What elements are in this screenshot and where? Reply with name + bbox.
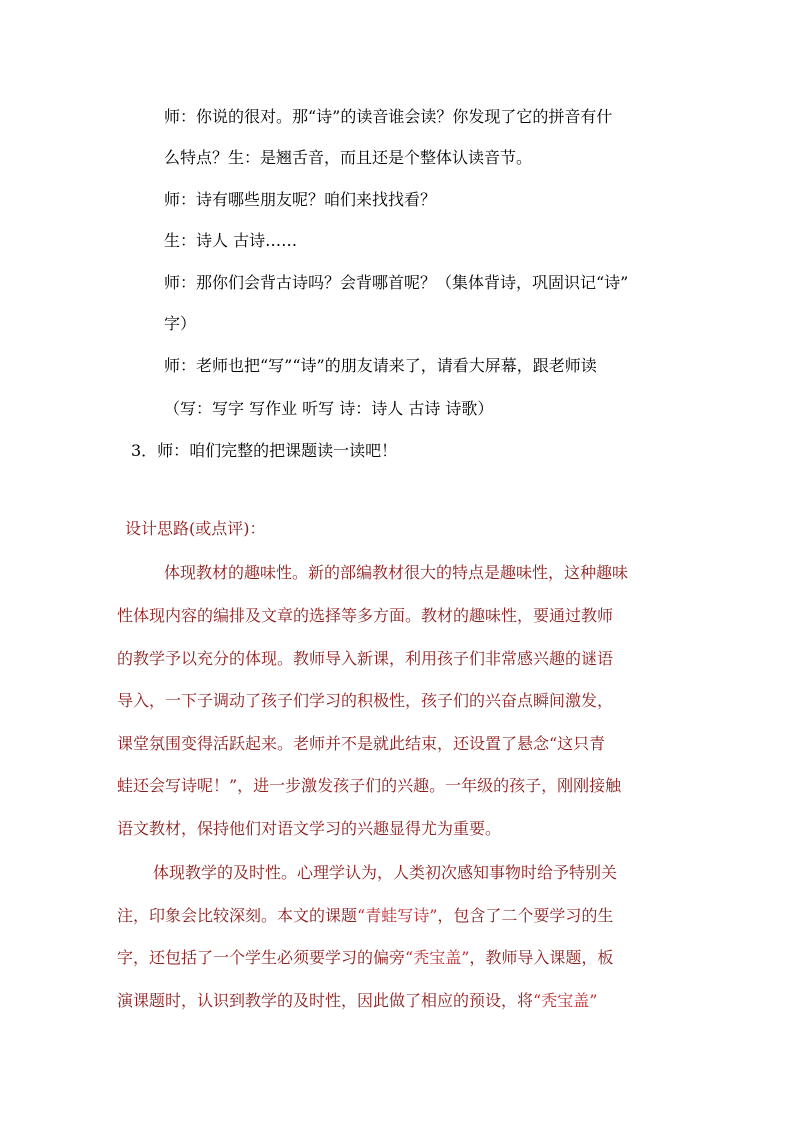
- paragraph-line: [117, 990, 597, 1012]
- paragraph-line: 体现教材的趣味性。新的部编教材很大的特点是趣味性，这种趣味: [164, 563, 629, 582]
- paragraph-text: ，包含了二个要学习的生: [437, 906, 614, 925]
- dialogue-line: 字）: [164, 314, 197, 333]
- radical-quote: “秃宝盖”: [533, 991, 598, 1010]
- paragraph-line: 蛙还会写诗呢！”，进一步激发孩子们的兴趣。一年级的孩子，刚刚接触: [117, 776, 622, 795]
- step-three-line: 3．师：咱们完整的把课题读一读吧！: [131, 441, 398, 460]
- paragraph-text: 注，印象会比较深刻。本文的课题: [117, 906, 358, 925]
- paragraph-line: [117, 905, 613, 927]
- paragraph-text: 演课题时，认识到教学的及时性，因此做了相应的预设，将: [117, 991, 534, 1010]
- word-list-line: （写：写字 写作业 听写 诗：诗人 古诗 诗歌）: [164, 399, 494, 418]
- dialogue-line: 师：老师也把“写”“诗”的朋友请来了，请看大屏幕，跟老师读: [164, 356, 597, 375]
- paragraph-line: 导入，一下子调动了孩子们学习的积极性，孩子们的兴奋点瞬间激发，: [117, 691, 614, 710]
- paragraph-line: 体现教学的及时性。心理学认为，人类初次感知事物时给予特别关: [153, 863, 618, 882]
- lesson-title-quote: “青蛙写诗”: [357, 906, 438, 925]
- dialogue-line: 生：诗人 古诗……: [164, 231, 298, 250]
- dialogue-line: 师：那你们会背古诗吗？会背哪首呢？（集体背诗，巩固识记“诗”: [164, 273, 629, 292]
- design-heading: 设计思路(或点评)：: [125, 519, 266, 538]
- dialogue-line: 师：你说的很对。那“诗”的读音谁会读？你发现了它的拼音有什: [164, 107, 613, 126]
- radical-quote: “秃宝盖”: [405, 948, 470, 967]
- paragraph-line: [117, 947, 613, 969]
- paragraph-line: 的教学予以充分的体现。教师导入新课，利用孩子们非常感兴趣的谜语: [117, 649, 614, 668]
- paragraph-line: 性体现内容的编排及文章的选择等多方面。教材的趣味性，要通过教师: [117, 606, 614, 625]
- paragraph-text: 字，还包括了一个学生必须要学习的偏旁: [117, 948, 406, 967]
- paragraph-line: 课堂氛围变得活跃起来。老师并不是就此结束，还设置了悬念“这只青: [117, 734, 606, 753]
- paragraph-line: 语文教材，保持他们对语文学习的兴趣显得尤为重要。: [117, 819, 502, 838]
- dialogue-line: 么特点？生：是翘舌音，而且还是个整体认读音节。: [164, 148, 533, 167]
- paragraph-text: ，教师导入课题，板: [469, 948, 614, 967]
- dialogue-line: 师：诗有哪些朋友呢？咱们来找找看？: [164, 190, 437, 209]
